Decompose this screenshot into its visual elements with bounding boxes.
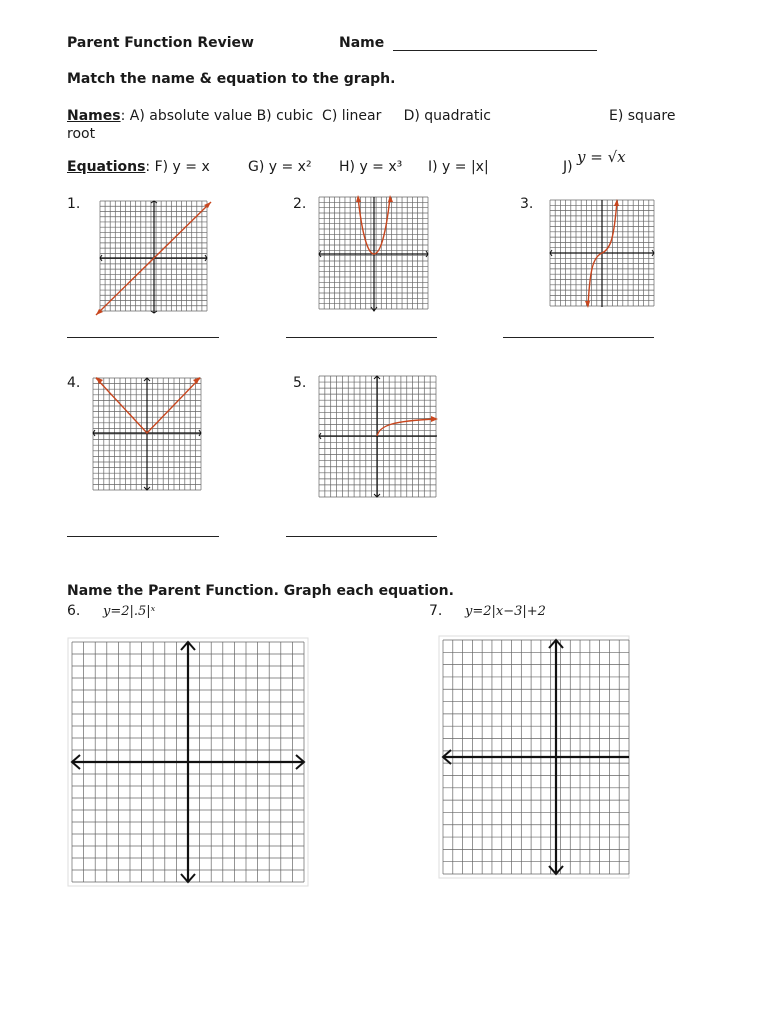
problem-6-number: 6.: [67, 603, 81, 619]
equation-f: : F) y = x: [145, 159, 210, 175]
names-list: : A) absolute value B) cubic C) linear D) quadratic: [120, 108, 491, 124]
graph-6-blank-grid[interactable]: [68, 638, 308, 886]
graph-4-curve: [96, 378, 200, 433]
instructions: Match the name & equation to the graph.: [67, 71, 396, 87]
graph-4-absolute-value: [92, 376, 204, 492]
names-e: E) square: [609, 108, 676, 124]
problem-7-equation: y=2|x−3|+2: [465, 604, 546, 619]
worksheet-title: Parent Function Review: [67, 35, 254, 51]
answer-blank-1[interactable]: [67, 337, 219, 338]
problem-3-number: 3.: [520, 196, 534, 212]
problem-1-number: 1.: [67, 196, 81, 212]
graph-7-blank-grid[interactable]: [439, 636, 629, 878]
problem-4-number: 4.: [67, 375, 81, 391]
graph-2-quadratic: [318, 195, 430, 313]
problem-7-number: 7.: [429, 603, 443, 619]
names-line: [67, 108, 491, 124]
equation-i: I) y = |x|: [428, 159, 489, 175]
equation-j: y = √x: [577, 148, 626, 166]
names-wrap: root: [67, 126, 96, 142]
name-label: Name: [339, 35, 385, 51]
graph-1-linear: [95, 199, 213, 317]
problem-6-equation: y=2|.5|ˣ: [103, 604, 156, 619]
names-label: Names: [67, 108, 121, 124]
answer-blank-2[interactable]: [286, 337, 437, 338]
section-2-title: Name the Parent Function. Graph each equation.: [67, 583, 454, 599]
graph-5-square-root: [318, 375, 438, 499]
answer-blank-5[interactable]: [286, 536, 437, 537]
equation-h: H) y = x³: [339, 159, 403, 175]
problem-5-number: 5.: [293, 375, 307, 391]
graph-3-cubic: [549, 199, 655, 309]
answer-blank-3[interactable]: [503, 337, 654, 338]
equations-line: [67, 159, 210, 175]
answer-blank-4[interactable]: [67, 536, 219, 537]
name-field[interactable]: [393, 50, 597, 51]
equation-g: G) y = x²: [248, 159, 312, 175]
equation-j-label: J): [563, 159, 573, 175]
problem-2-number: 2.: [293, 196, 307, 212]
equations-label: Equations: [67, 159, 146, 175]
